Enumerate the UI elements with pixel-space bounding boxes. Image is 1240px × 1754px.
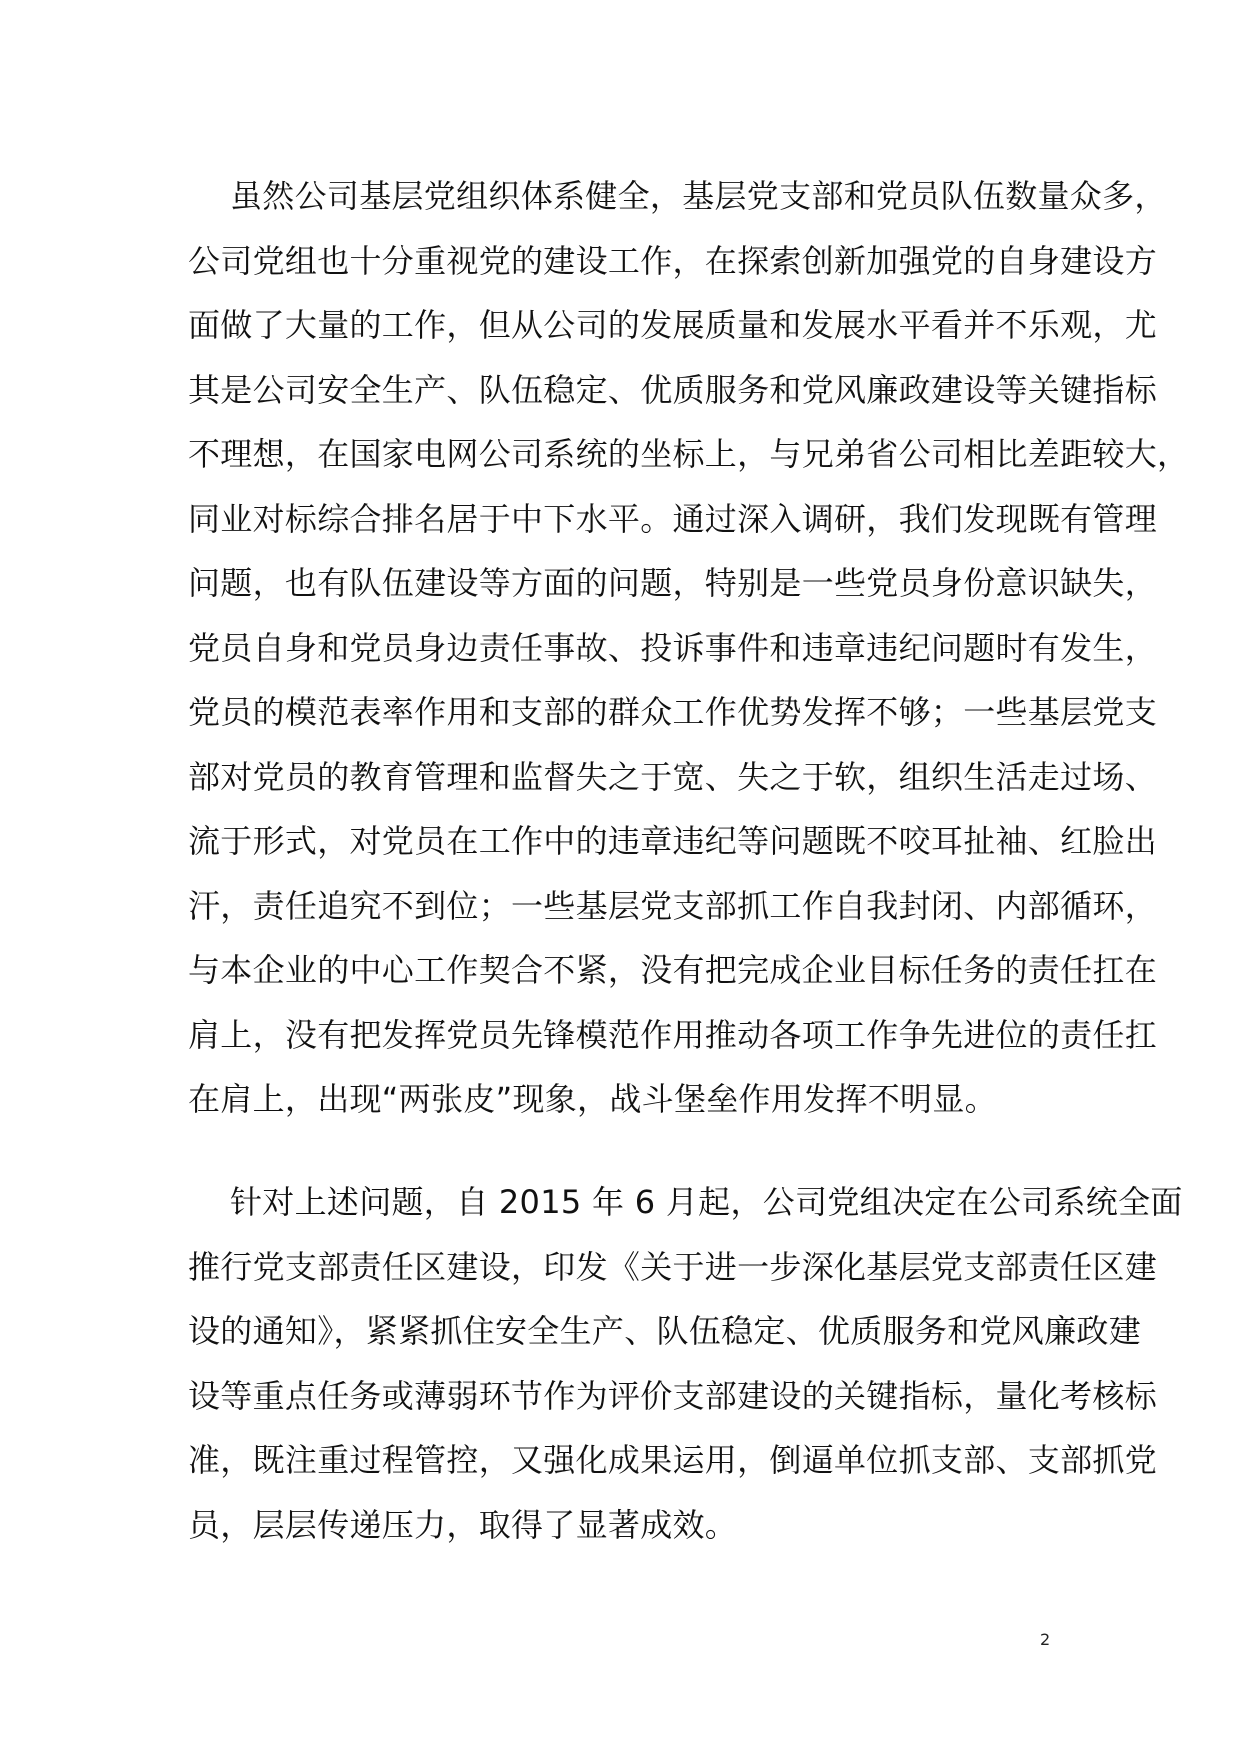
- paragraph-line: 党员的模范表率作用和支部的群众工作优势发挥不够；一些基层党支: [188, 693, 1158, 731]
- paragraph-1: [188, 164, 1190, 1132]
- paragraph-line: 在肩上，出现“两张皮”现象，战斗堡垒作用发挥不明显。: [188, 1080, 997, 1118]
- paragraph-line: 设的通知》，紧紧抓住安全生产、队伍稳定、优质服务和党风廉政建: [188, 1312, 1142, 1350]
- page-number: 2: [1040, 1630, 1051, 1649]
- paragraph-line: 汗，责任追究不到位；一些基层党支部抓工作自我封闭、内部循环，: [188, 886, 1158, 925]
- paragraph-line: 同业对标综合排名居于中下水平。通过深入调研，我们发现既有管理: [188, 499, 1158, 538]
- paragraph-line: 党员自身和党员身边责任事故、投诉事件和违章违纪问题时有发生，: [188, 628, 1158, 667]
- paragraph-line: 流于形式，对党员在工作中的违章违纪等问题既不咬耳扯袖、红脸出: [188, 822, 1158, 860]
- paragraph-line: 针对上述问题，自 2015 年 6 月起，公司党组决定在公司系统全面: [230, 1183, 1183, 1221]
- paragraph-line: 公司党组也十分重视党的建设工作，在探索创新加强党的自身建设方: [188, 241, 1158, 280]
- paragraph-line: 推行党支部责任区建设，印发《关于进一步深化基层党支部责任区建: [188, 1247, 1158, 1286]
- paragraph-line: 面做了大量的工作，但从公司的发展质量和发展水平看并不乐观，尤: [188, 306, 1158, 344]
- paragraph-line: 设等重点任务或薄弱环节作为评价支部建设的关键指标，量化考核标: [188, 1376, 1158, 1415]
- paragraph-line: 问题，也有队伍建设等方面的问题，特别是一些党员身份意识缺失，: [188, 564, 1158, 602]
- paragraph-line: 部对党员的教育管理和监督失之于宽、失之于软，组织生活走过场、: [188, 757, 1158, 796]
- paragraph-line: 其是公司安全生产、队伍稳定、优质服务和党风廉政建设等关键指标: [188, 370, 1158, 409]
- paragraph-line: 肩上，没有把发挥党员先锋模范作用推动各项工作争先进位的责任扛: [188, 1015, 1158, 1054]
- paragraph-line: 不理想，在国家电网公司系统的坐标上，与兄弟省公司相比差距较大，: [188, 435, 1190, 473]
- paragraph-line: 与本企业的中心工作契合不紧，没有把完成企业目标任务的责任扛在: [188, 951, 1158, 989]
- paragraph-line: 虽然公司基层党组织体系健全，基层党支部和党员队伍数量众多，: [230, 177, 1167, 215]
- paragraph-2: [188, 1170, 1183, 1557]
- paragraph-line: 准，既注重过程管控，又强化成果运用，倒逼单位抓支部、支部抓党: [188, 1441, 1158, 1479]
- paragraph-line: 员，层层传递压力，取得了显著成效。: [188, 1505, 738, 1544]
